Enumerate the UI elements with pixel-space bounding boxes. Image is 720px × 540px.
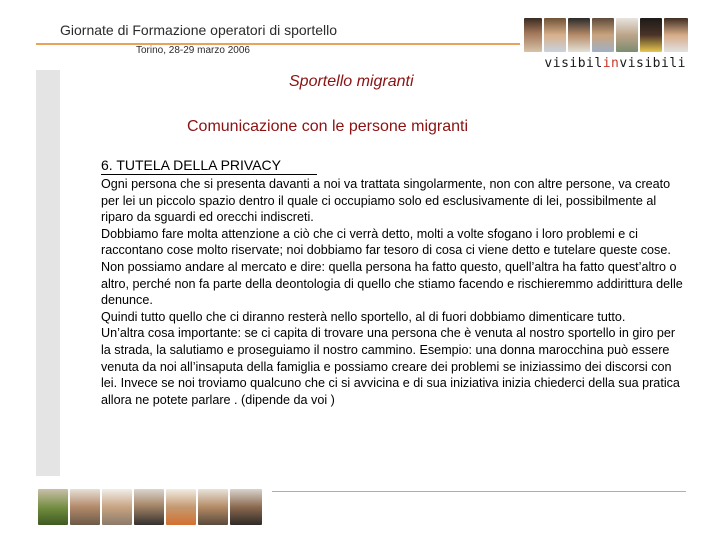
paragraph: Quindi tutto quello che ci diranno resterà nello sportello, al di fuori dobbiamo dimenticare tutto. <box>101 309 626 324</box>
paragraph: Non possiamo andare al mercato e dire: quella persona ha fatto questo, quell’altra ha fatto quest’altro o altro, perché non fa parte della deontologia di quello che stiamo facendo e rischieremmo addirittura delle denunce. <box>101 259 683 308</box>
portrait-photo <box>592 18 614 52</box>
people-photo <box>134 489 164 525</box>
footer-divider <box>272 491 686 492</box>
people-photo <box>102 489 132 525</box>
portrait-photo <box>524 18 542 52</box>
brand-logo: visibilinvisibili <box>544 56 686 71</box>
section-heading: 6. TUTELA DELLA PRIVACY <box>101 157 282 173</box>
heading-underline <box>101 174 317 175</box>
portrait-photo <box>568 18 590 52</box>
header-title: Giornate di Formazione operatori di sportello <box>60 22 338 38</box>
paragraph: Ogni persona che si presenta davanti a noi va trattata singolarmente, non con altre persone, va creato per lei un piccolo spazio dentro il quale ci occupiamo solo ed esclusivamente di lei, possibilmente al riparo da sguardi ed orecchi indiscreti. <box>101 177 671 225</box>
paragraph: Un’altra cosa importante: se ci capita di trovare una persona che è venuta al nostro sportello in giro per la strada, la salutiamo e proseguiamo il nostro cammino. Esempio: una donna marocchina può essere venuta da noi all’insaputa della famiglia e possiamo creare dei problemi se iniziassimo dei discorsi con lei. Invece se noi troviamo qualcuno che ci si avvicina e di sua iniziativa inizia chiederci della sua pratica allora ne potete parlare . (dipende da voi ) <box>101 326 680 407</box>
section-title: Sportello migranti <box>289 73 414 90</box>
people-photo <box>230 489 262 525</box>
portrait-photo <box>640 18 662 52</box>
portrait-photo <box>544 18 566 52</box>
header-divider <box>36 43 520 45</box>
people-photo <box>166 489 196 525</box>
header-photo-strip <box>524 18 690 52</box>
people-photo <box>38 489 68 525</box>
header-date: Torino, 28-29 marzo 2006 <box>136 45 250 56</box>
side-panel <box>36 70 60 476</box>
body-text <box>101 176 685 408</box>
people-photo <box>198 489 228 525</box>
page-title: Comunicazione con le persone migranti <box>187 118 469 135</box>
portrait-photo <box>664 18 688 52</box>
paragraph: Dobbiamo fare molta attenzione a ciò che ci verrà detto, molti a volte sfogano i loro problemi e ci raccontano cose molto riservate; noi dobbiamo far tesoro di cosa ci viene detto e tutelare queste cose. <box>101 226 671 258</box>
portrait-photo <box>616 18 638 52</box>
people-photo <box>70 489 100 525</box>
footer-photo-strip <box>38 489 272 525</box>
